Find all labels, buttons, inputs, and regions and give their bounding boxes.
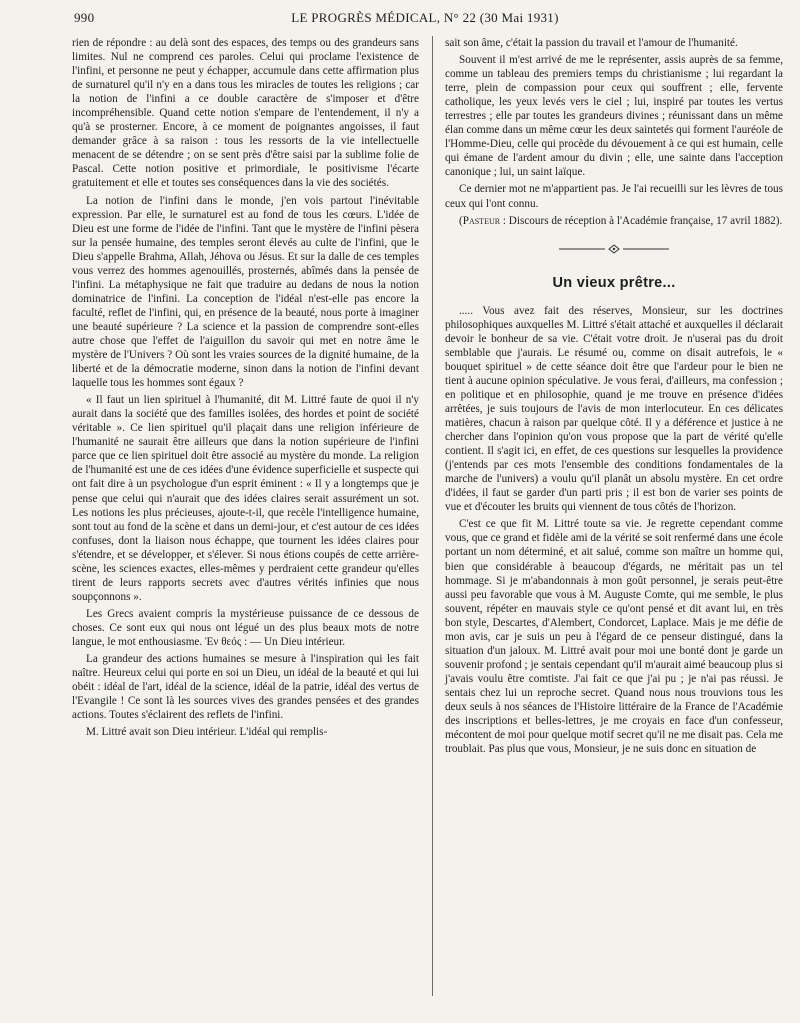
paragraph: M. Littré avait son Dieu intérieur. L'idéal qui remplis- [86,726,328,739]
paragraph: sait son âme, c'était la passion du travail et l'amour de l'humanité. [445,37,738,49]
left-column [72,36,419,742]
running-header [70,6,780,28]
paragraph: « Il faut un lien spirituel à l'humanité, dit M. Littré faute de quoi il n'y aurait dans la société que des familles isolées, des hordes et point de société véritable ». Ce lien spirituel qu'il plaçait dans une religion inférieure de l'humanité ne saurait être ailleurs que dans la notion supérieure de l'infini parce que ce lien spirituel doit être associé au mystère du monde. La religion de l'humanité est une de ces idées d'une évidence superficielle et suspecte qui ont fait dire à un psychologue d'un esprit éminent : « Il y a longtemps que je pense que celui qui n'aurait que des idées claires serait assurément un sot. Les notions les plus précieuses, ajoute-t-il, que recèle l'intelligence humaine, sont tout au fond de la scène et dans un demi-jour, et c'est autour de ces idées confuses, dont la liaison nous échappe, que tournent les idées claires pour s'étendre, et se développer, et s'élever. Si nous étions coupés de cette arrière-scène, les sciences exactes, elles-mêmes y perdraient cette grandeur qu'elles tirent de leurs rapports secrets avec d'autres vérités infinies que nous soupçonnons ». [72,394,419,603]
paragraph: La notion de l'infini dans le monde, j'en vois partout l'inévitable expression. Par elle, le surnaturel est au fond de tous les cœurs. L'idée de Dieu est une forme de l'idée de l'infini. Tant que le mystère de l'infini pèsera sur la pensée humaine, des temples seront élevés au culte de l'infini, que le Dieu s'appelle Brahma, Allah, Jéhova ou Jésus. Et sur la dalle de ces temples vous verrez des hommes agenouillés, prosternés, abîmés dans la pensée de l'infini. La métaphysique ne fait que traduire au dedans de nous la notion dominatrice de l'infini. La conception de l'idéal n'est-elle pas encore la faculté, reflet de l'infini, qui, en présence de la beauté, nous porte à imaginer une beauté supérieure ? La science et la passion de comprendre sont-elles autre chose que l'effet de l'aiguillon du savoir qui met en notre âme le mystère de l'Univers ? Où sont les vraies sources de la dignité humaine, de la liberté et de la démocratie moderne, sinon dans la notion de l'infini devant laquelle tous les hommes sont égaux ? [72,194,419,390]
paragraph: C'est ce que fit M. Littré toute sa vie. Je regrette cependant comme vous, que ce grand et fidèle ami de la vérité se soit renfermé dans une école portant un nom déterminé, et ait salué, comme son maître un homme qui, bien que considérable à beaucoup d'égards, ne méritait pas un tel hommage. Si je m'abandonnais à mon goût personnel, je serais peut-être aussi peu favorable que vous à M. Auguste Comte, qui me semble, le plus souvent, répéter en mauvais style ce qu'ont pensé et dit avant lui, en très bon style, Descartes, d'Alembert, Condorcet, Laplace. Mais je me défie de mon avis, car je suis un peu à l'égard de ce penseur distingué, dans la situation d'un jaloux. M. Littré avait pour moi une bonté dont je garde un souvenir profond ; je sentais cependant qu'il m'aurait aimé beaucoup plus si j'avais voulu être comtiste. J'ai fait ce que j'ai pu ; je n'ai pas réussi. Je sentais chez lui un reproche secret. Quand nous nous trouvions tous les deux seuls à nos séances de l'Histoire littéraire de la France de l'Académie des inscriptions et belles-lettres, je me croyais en face d'un confesseur, mécontent de moi pour quelque motif secret qu'il ne me disait pas. Cela me troublait. Pas plus que vous, Monsieur, je ne suis donc en situation de [445,518,784,756]
paragraph: La grandeur des actions humaines se mesure à l'inspiration qui les fait naître. Heureux celui qui porte en soi un Dieu, un idéal de la beauté et qui lui obéit : idéal de l'art, idéal de la science, idéal de la patrie, idéal des vertus de l'Evangile ! Ce sont là les sources vives des grandes pensées et des grandes actions. Toutes s'éclairent des reflets de l'infini. [72,653,419,722]
paragraph: Souvent il m'est arrivé de me le représenter, assis auprès de sa femme, comme un tableau des premiers temps du christianisme ; lui regardant la terre, plein de compassion pour ceux qui souffrent ; elle, fervente catholique, les yeux levés vers le ciel ; lui, inspiré par toutes les vertus terrestres ; elle par toutes les grandeurs divines ; réunissant dans un même élan comme dans un même cœur les deux saintetés qui forment l'auréole de l'Homme-Dieu, celle qui procède du dévouement à ce qui est humain, celle qui émane de l'ardent amour du divin ; elle, une sainte dans l'acception canonique ; lui, un saint laïque. [445,54,783,179]
source-author: Pasteur [462,214,501,227]
page-number: 990 [74,10,95,25]
column-divider [432,36,433,996]
paragraph: Ce dernier mot ne m'appartient pas. Je l'ai recueilli sur les lèvres de tous ceux qui l'ont connu. [445,183,783,210]
article-title: Un vieux prêtre... [552,274,676,291]
paragraph: rien de répondre : au delà sont des espaces, des temps ou des grandeurs sans limites. Nul ne comprend ces paroles. Celui qui proclame l'existence de l'infini, et personne ne peut y échapper, accumule dans cette affirmation plus de surnaturel qu'il n'y en a dans tous les miracles de toutes les religions ; car la notion de l'infini a ce double caractère de s'imposer et d'être incompréhensible. Quand cette notion s'empare de l'entendement, il n'y a qu'à se prosterner. Encore, à ce moment de poignantes angoisses, il faut demander grâce à sa raison : tous les ressorts de la vie intellectuelle menacent de se détendre ; on se sent près d'être saisi par la sublime folie de Pascal. Cette notion positive et primordiale, le positivisme l'écarte gratuitement et elle et toutes ses conséquences dans la vie des sociétés. [72,37,419,190]
ornament-divider-icon [559,244,669,254]
paragraph: ..... Vous avez fait des réserves, Monsieur, sur les doctrines philosophiques auxquelles M. Littré s'était attaché et auxquelles il déclarait devoir le bonheur de sa vie. C'était votre droit. Je n'userai pas du droit semblable que j'aurais. Le résumé ou, comme on disait autrefois, le « bouquet spirituel » de cette séance doit être que l'ardeur pour le bien ne tient à aucune opinion spéculative. Je vous ferai, d'ailleurs, ma confession ; en politique et en philosophie, quand je me trouve en présence d'idées arrêtées, je suis toujours de l'avis de mon interlocuteur. En ces délicates matières, chacun à raison par quelque côté. Il y a déférence et justice à ne chercher dans l'opinion qu'on vous propose que la part de vérité qu'elle contient. Il s'agit ici, en effet, de ces questions sur lesquelles la providence (j'entends par ces mots l'ensemble des conditions fondamentales de la marche de l'univers) a voulu qu'il planât un absolu mystère. En cet ordre d'idées, il faut se garder d'un parti pris ; il est bon de varier ses points de vue et d'écouter les bruits qui viennent de tous côtés de l'horizon. [445,304,783,514]
source-text: : Discours de réception à l'Académie française, 17 avril 1882). [500,214,783,227]
paragraph: Les Grecs avaient compris la mystérieuse puissance de ce dessous de choses. Ce sont eux qui nous ont légué un des plus beaux mots de notre langue, le mot enthousiasme. Ἐν θεός : — Un Dieu intérieur. [72,607,419,648]
journal-title: LE PROGRÈS MÉDICAL, N° 22 (30 Mai 1931) [291,10,559,25]
right-column [445,36,783,759]
source-citation: (Pasteur : Discours de réception à l'Académie française, 17 avril 1882). [459,214,783,227]
section-ornament [445,244,783,254]
